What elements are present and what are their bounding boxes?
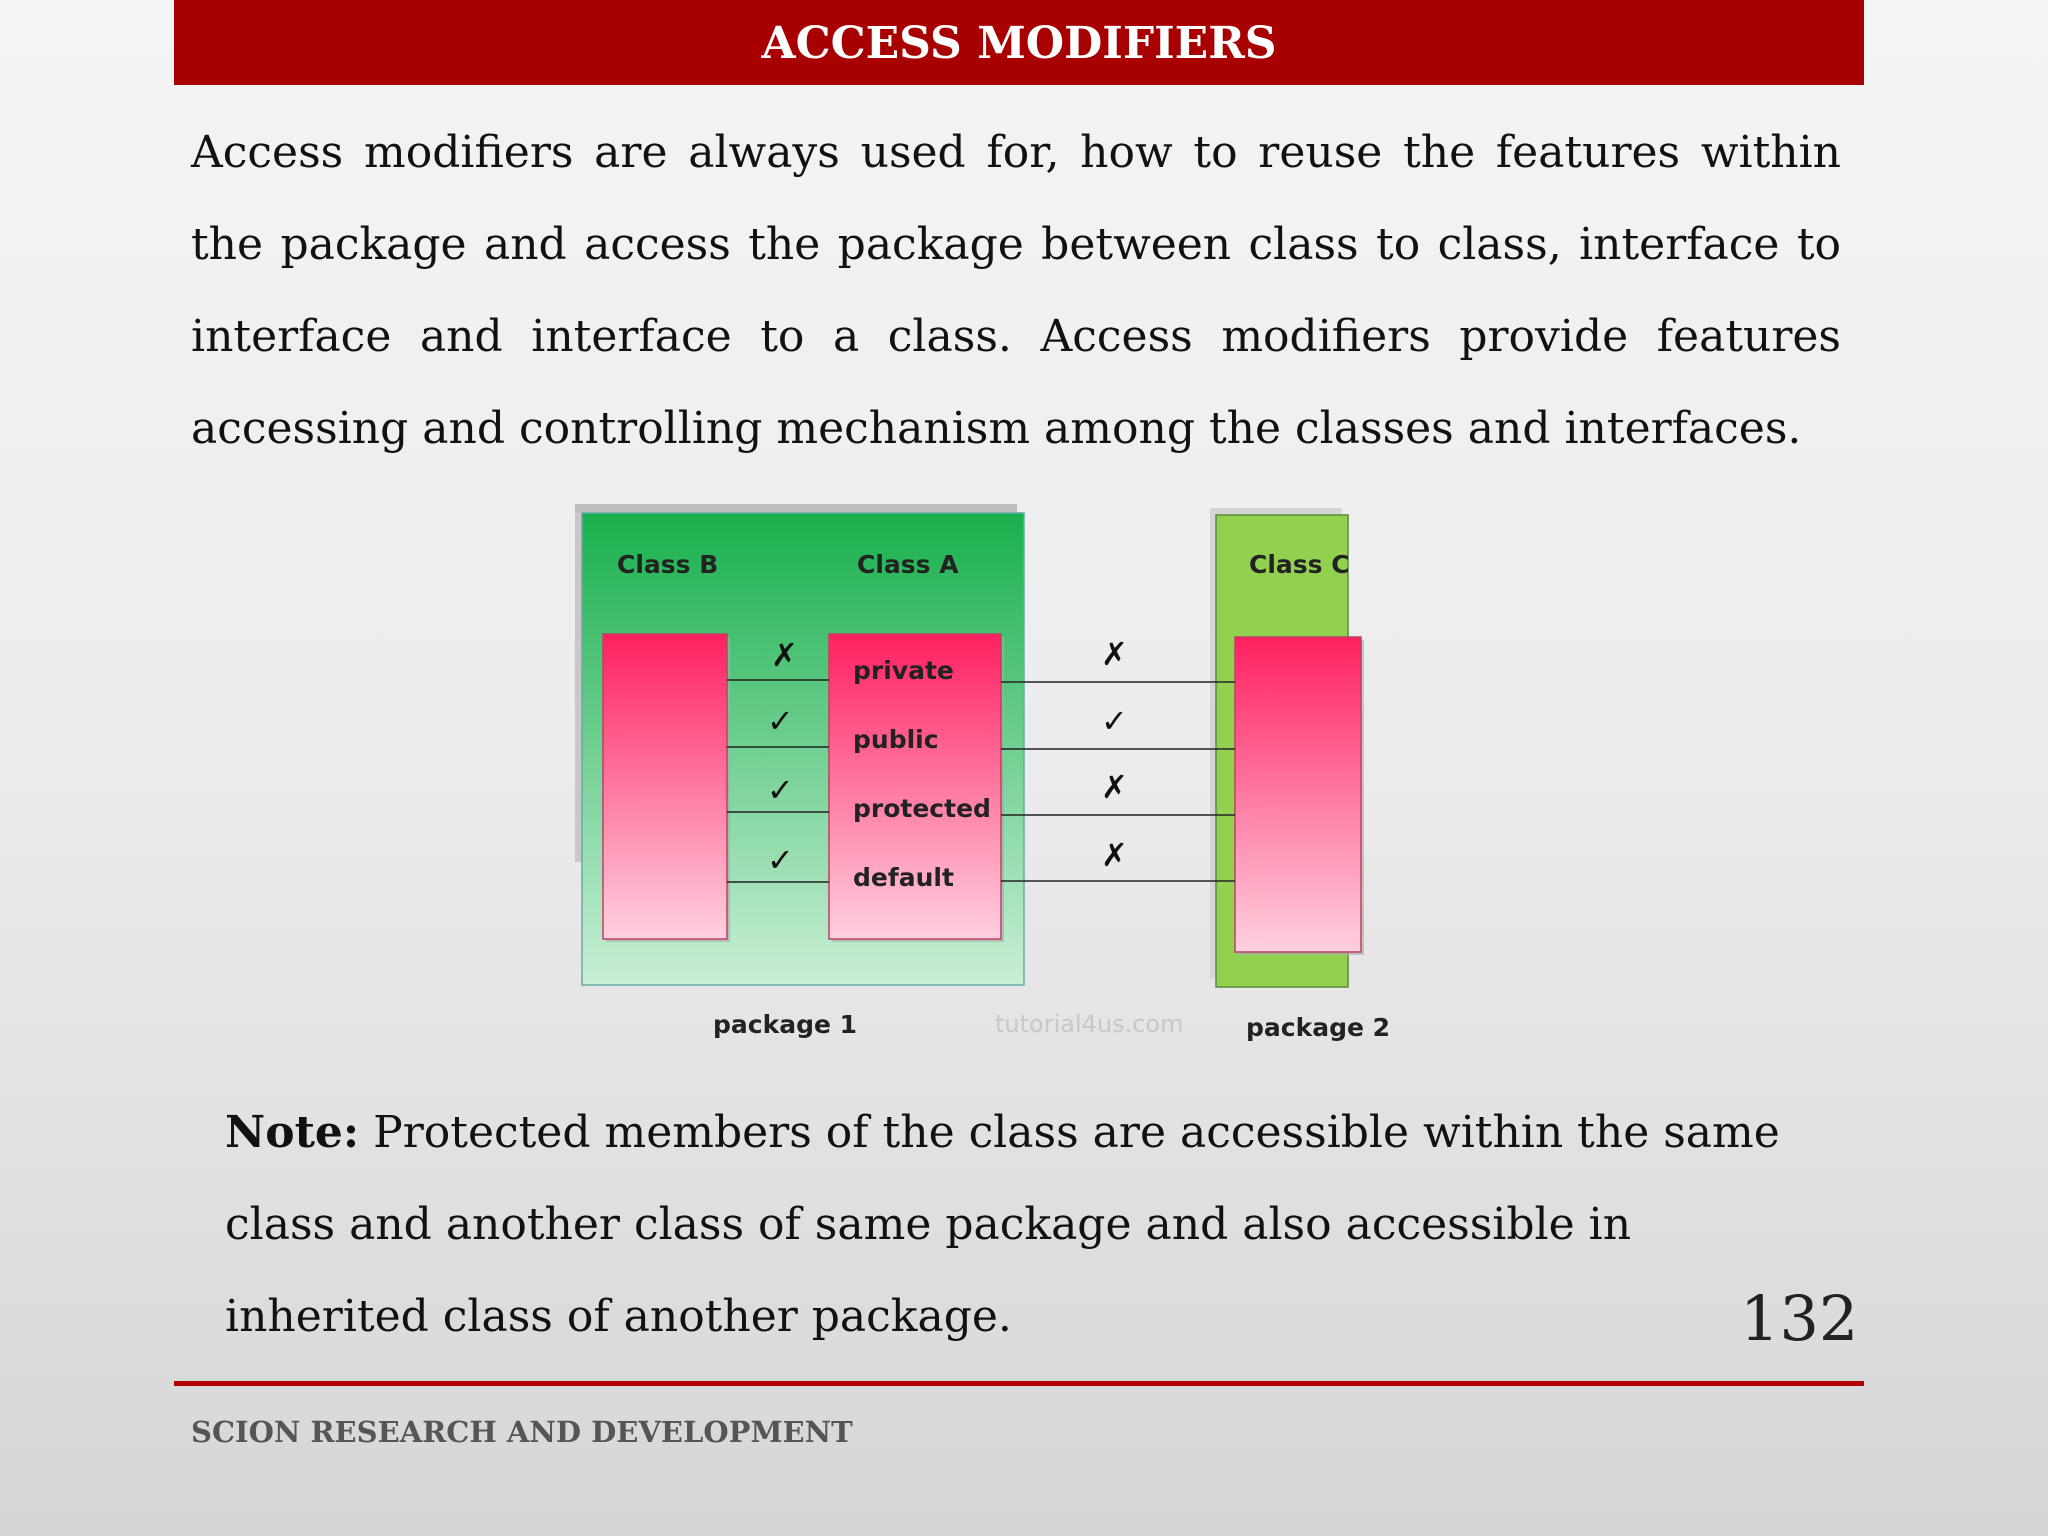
intro-paragraph: Access modifiers are always used for, how to reuse the features within the package and access the package between class to class, interface to interface and interface to a class. Access modifiers provide features accessing and controlling mechanism among the classes and interfaces.: [191, 127, 1841, 454]
class-a-label: Class A: [857, 550, 959, 579]
slide-title: ACCESS MODIFIERS: [174, 0, 1864, 85]
access-mark-b-public: ✓: [767, 702, 794, 740]
class-b-box: [603, 634, 727, 939]
watermark: tutorial4us.com: [995, 1010, 1184, 1038]
class-c-label: Class C: [1249, 550, 1350, 579]
access-mark-c-public: ✓: [1101, 702, 1128, 740]
modifier-default: default: [853, 863, 954, 892]
page-number: 132: [1740, 1282, 1859, 1355]
access-modifiers-diagram: [570, 495, 1410, 1055]
modifier-private: private: [853, 656, 954, 685]
package2-label: package 2: [1246, 1013, 1391, 1042]
modifier-public: public: [853, 725, 939, 754]
class-b-label: Class B: [617, 550, 719, 579]
footer-text: SCION RESEARCH AND DEVELOPMENT: [191, 1415, 853, 1449]
note-text: Protected members of the class are accessible within the same class and another class of same package and also accessible in inherited class of another package.: [225, 1107, 1780, 1342]
note-paragraph: [225, 1087, 1785, 1363]
note-label: Note:: [225, 1107, 360, 1158]
modifier-protected: protected: [853, 794, 991, 823]
access-mark-c-protected: ✗: [1101, 768, 1128, 806]
access-mark-b-protected: ✓: [767, 771, 794, 809]
package1-top-shadow: [575, 504, 1017, 512]
access-mark-c-default: ✗: [1101, 836, 1128, 874]
access-mark-b-default: ✓: [767, 841, 794, 879]
package1-label: package 1: [713, 1010, 858, 1039]
footer-divider: [174, 1381, 1864, 1386]
access-mark-b-private: ✗: [771, 636, 798, 674]
class-c-box: [1235, 637, 1361, 952]
access-mark-c-private: ✗: [1101, 635, 1128, 673]
